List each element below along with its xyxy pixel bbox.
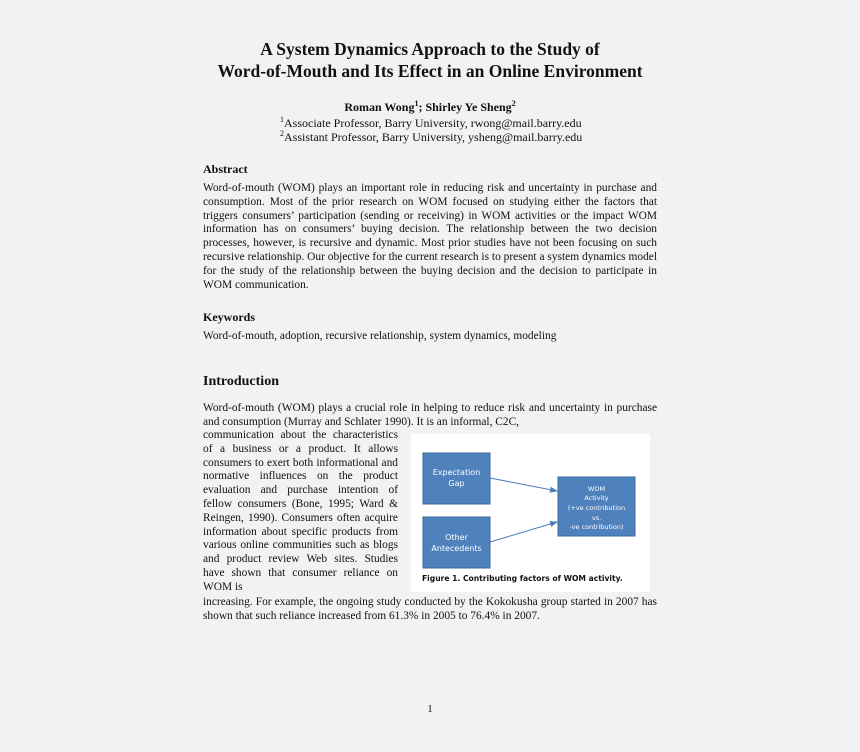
introduction-text-bottom: increasing. For example, the ongoing study conducted by the Kokokusha group started in 2007 has shown that such reliance increased from 61.3% in 2005 to 76.4% in 2007.	[203, 596, 657, 622]
author-separator: ;	[418, 100, 426, 114]
title-line-1: A System Dynamics Approach to the Study of	[260, 39, 600, 59]
abstract-heading: Abstract	[203, 162, 248, 176]
introduction-text-left: communication about the characteristics of a business or a product. It allows consumers to exert both informational and normative influences on the product evaluation and purchase intention of fellow consumers (Bone, 1995; Ward & Reingen, 1990). Consumers often acquire information about specific products from various online communities such as blogs and product review Web sites. Studies have shown that consumer reliance on WOM is	[203, 429, 398, 593]
figure-diagram	[411, 434, 650, 592]
box3-line-3: (+ve contribution	[567, 504, 626, 512]
affiliation-1-text: Associate Professor, Barry University, rwong@mail.barry.edu	[284, 116, 582, 130]
affiliation-2-sup: 2	[280, 129, 284, 138]
page-number: 1	[427, 703, 433, 715]
author-1-sup: 1	[414, 99, 419, 108]
box3-line-5: -ve contribution)	[569, 523, 624, 531]
paper-title	[0, 38, 860, 82]
arrow-expectation-to-wom	[490, 478, 557, 491]
arrow-antecedents-to-wom	[490, 522, 557, 542]
introduction-text-top: Word-of-mouth (WOM) plays a crucial role in helping to reduce risk and uncertainty in purchase and consumption (Murray and Schlater 1990). It is an informal, C2C,	[203, 402, 657, 428]
figure-1	[411, 434, 650, 592]
title-line-2: Word-of-Mouth and Its Effect in an Online Environment	[217, 61, 643, 81]
box3-line-1: WOM	[587, 485, 606, 493]
box2-line-2: Antecedents	[431, 544, 482, 553]
abstract-text: Word-of-mouth (WOM) plays an important role in reducing risk and uncertainty in purchase and consumption. Most of the prior research on WOM focused on studying either the factors that triggers consumers’ participation (sending or receiving) in WOM activities or the impact WOM information has on consumers’ buying decision. The relationship between the two decision processes, however, is recursive and dynamic. Most prior studies have not been focusing on such recursive relationship. Our objective for the current research is to present a system dynamics model for the study of the relationship between the buying decision and the decision to participate in WOM communication.	[203, 182, 657, 291]
box2-line-1: Other	[445, 533, 468, 542]
box1-line-1: Expectation	[432, 468, 481, 477]
keywords-heading: Keywords	[203, 310, 255, 324]
box3-line-2: Activity	[584, 494, 609, 502]
affiliation-2-text: Assistant Professor, Barry University, ysheng@mail.barry.edu	[284, 130, 583, 144]
box1-line-2: Gap	[448, 479, 465, 488]
introduction-heading: Introduction	[203, 374, 279, 389]
author-list	[0, 100, 860, 115]
author-2-sup: 2	[511, 99, 516, 108]
author-1: Roman Wong	[344, 100, 415, 114]
author-2: Shirley Ye Sheng	[425, 100, 512, 114]
figure-caption: Figure 1. Contributing factors of WOM activity.	[422, 574, 623, 583]
box-other-antecedents	[423, 517, 490, 568]
affiliation-2	[280, 130, 582, 144]
keywords-text: Word-of-mouth, adoption, recursive relationship, system dynamics, modeling	[203, 330, 557, 342]
box3-line-4: vs.	[591, 514, 602, 522]
affiliation-1-sup: 1	[280, 115, 284, 124]
affiliation-1	[280, 116, 582, 130]
